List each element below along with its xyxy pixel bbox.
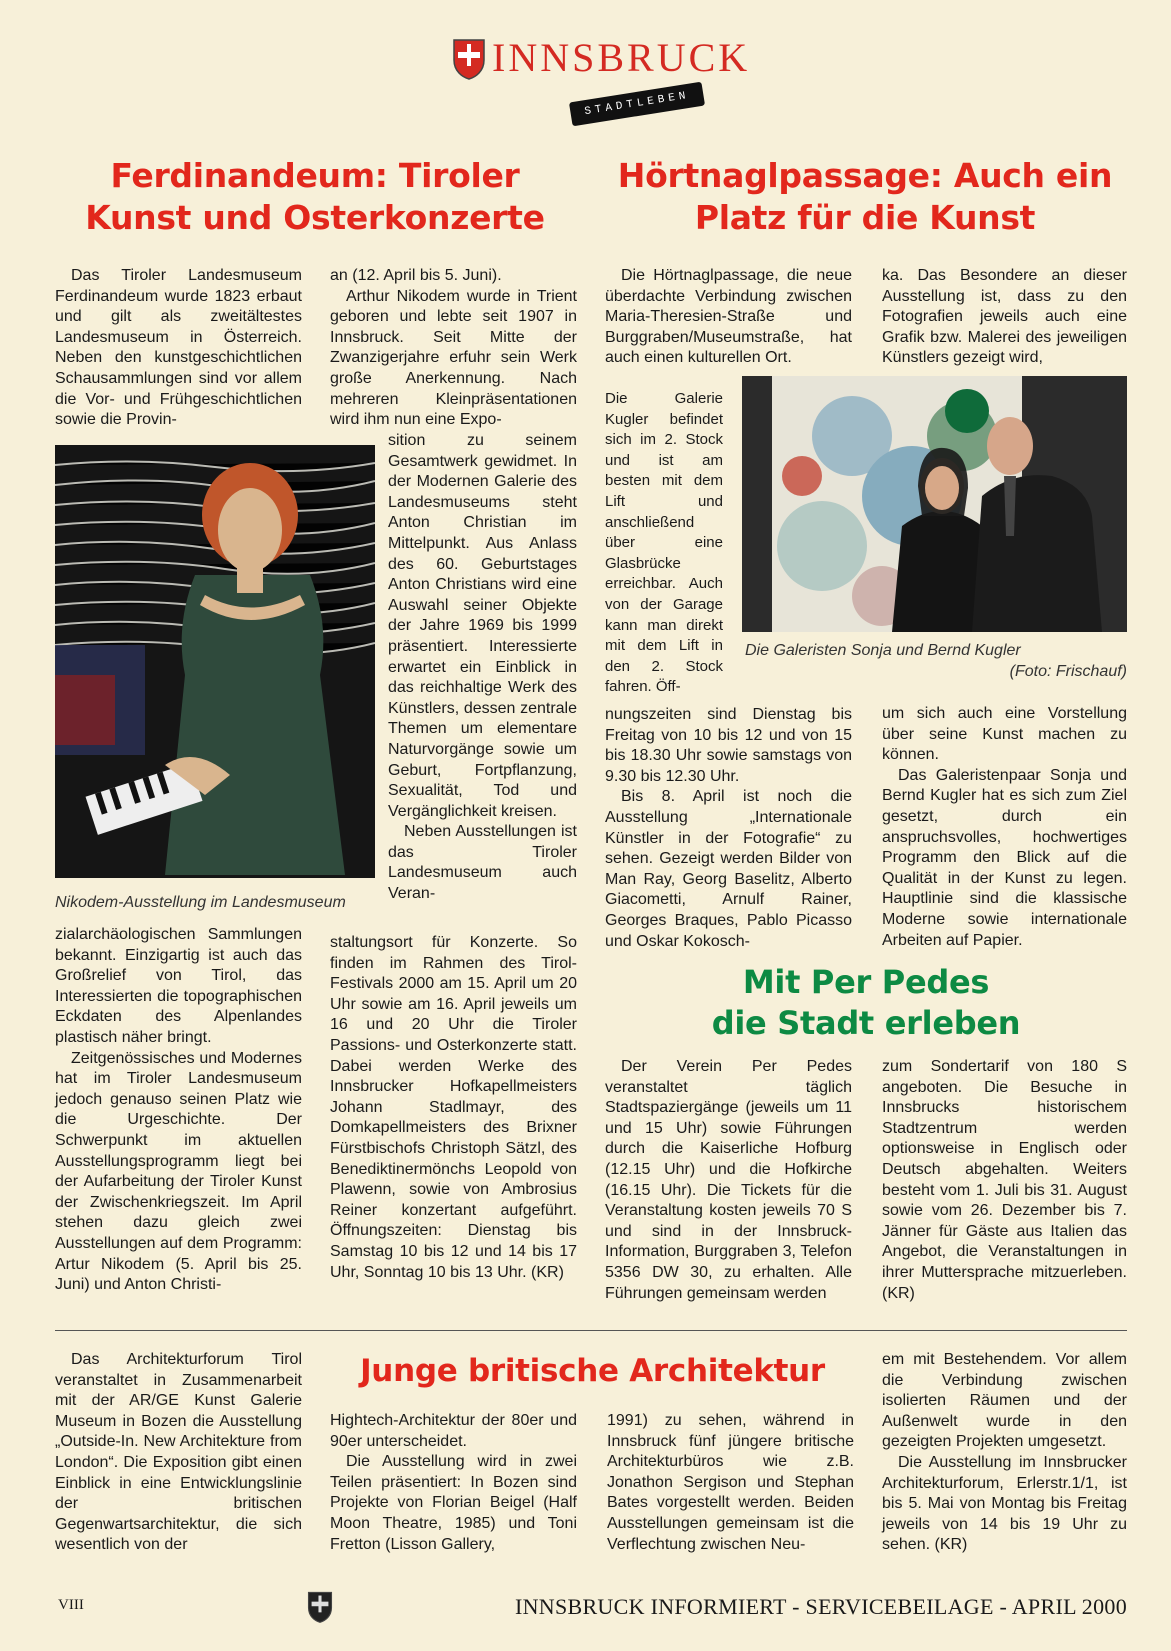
architektur-para5: em mit Bestehendem. Vor allem die Verbindung zwischen isolierten Räumen und der Außenwelt wurde in den gezeigten Projekten umgesetzt.: [882, 1351, 1127, 1451]
hoertnagl-headline-line2: Platz für die Kunst: [694, 198, 1036, 237]
hoertnagl-headline: [600, 155, 1130, 239]
ferdinandeum-col2-para1a: Arthur Nikodem wurde in Trient geboren und lebte seit 1907 in Innsbruck. Seit Mitte der Zwanzigerjahre erfuhr sein Werk große Anerkennung. Nach mehreren Kleinpräsentationen wird ihm nun eine Expo-: [330, 287, 577, 429]
kugler-photo-credit: (Foto: Frischauf): [1009, 663, 1127, 680]
architektur-para6: Die Ausstellung im Innsbrucker Architekturforum, Erlerstr.1/1, ist bis 5. Mai von Montag bis Freitag jeweils von 14 bis 19 Uhr zu sehen. (KR): [882, 1453, 1127, 1554]
ferdinandeum-col1-para2: Zeitgenössisches und Modernes hat im Tiroler Landesmuseum jedoch genauso seinen Platz wie die Urgeschichte. Der Schwerpunkt im aktuellen Ausstellungsprogramm liegt bei der Aufarbeitung der Tiroler Kunst der Zwischenkriegszeit. Im April stehen dazu gleich zwei Ausstellungen auf dem Programm: Artur Nikodem (5. April bis 25. Juni) und Anton Christi-: [55, 1049, 302, 1294]
hoertnagl-para2: Die Galerie Kugler befindet sich im 2. Stock und ist am besten mit dem Lift und anschließend über eine Glasbrücke erreichbar. Auch von der Garage kann man direkt mit dem Lift in den 2. Stock fahren. Öff-: [605, 390, 723, 696]
ferdinandeum-col1-top: [55, 266, 302, 431]
ferdinandeum-headline: [55, 155, 575, 239]
ferdinandeum-col2-top: [330, 266, 577, 431]
masthead-title: INNSBRUCK: [492, 35, 751, 80]
hoertnagl-para7: Das Galeristenpaar Sonja und Bernd Kugler hat es sich zum Ziel gesetzt, durch ein anspruchsvolles, hochwertiges Programm den Blick auf die Qualität in der Kunst zu legen. Hauptlinie sind die klassische Moderne sowie internationale Arbeiten auf Papier.: [882, 766, 1127, 949]
hoertnagl-col4-top: [882, 266, 1127, 369]
perpedes-headline-line1: Mit Per Pedes: [742, 963, 990, 1001]
architektur-para1: Das Architekturforum Tirol veranstaltet in Zusammenarbeit mit der AR/GE Kunst Galerie Museum in Bozen die Ausstellung „Outside-In. New Architekture from London“. Die Exposition gibt einen Einblick in eine Entwicklungslinie der britischen Gegenwartsarchitektur, die sich wesentlich von der: [55, 1351, 302, 1554]
hoertnagl-para5: ka. Das Besondere an dieser Ausstellung ist, dass zu den Fotografien jeweils auch eine Grafik bzw. Malerei des jeweiligen Künstlers gezeigt wird,: [882, 267, 1127, 367]
hoertnagl-para4: Bis 8. April ist noch die Ausstellung „Internationale Künstler in der Fotografie“ zu sehen. Gezeigt werden Bilder von Man Ray, Georg Baselitz, Alberto Giacometti, Arnulf Rainer, Georges Braques, Pablo Picasso und Oskar Kokosch-: [605, 788, 852, 950]
hoertnagl-col3-narrow: [605, 389, 723, 698]
page-number: VIII: [58, 1597, 84, 1613]
masthead: [452, 34, 772, 124]
hoertnagl-col4-bottom: [882, 704, 1127, 951]
nikodem-caption: Nikodem-Ausstellung im Landesmuseum: [55, 894, 346, 911]
kugler-photo-image: [742, 376, 1127, 632]
architektur-headline: Junge britische Architektur: [360, 1353, 825, 1389]
ferdinandeum-col2-para0: an (12. April bis 5. Juni).: [330, 267, 502, 284]
masthead-tagline: STADTLEBEN: [569, 82, 705, 127]
perpedes-headline-line2: die Stadt erleben: [711, 1004, 1021, 1042]
nikodem-painting-image: [55, 445, 375, 878]
hoertnagl-para3: nungszeiten sind Dienstag bis Freitag von 10 bis 12 und von 15 bis 18.30 Uhr sowie samstags von 9.30 bis 12.30 Uhr.: [605, 706, 852, 785]
perpedes-para1: Der Verein Per Pedes veranstaltet täglich Stadtspaziergänge (jeweils um 11 und 15 Uhr) sowie Führungen durch die Kaiserliche Hofburg (12.15 Uhr) und die Hofkirche (16.15 Uhr). Die Tickets für die Veranstaltung kosten jeweils 70 S und sind in der Innsbruck-Information, Burggraben 3, Telefon 5356 DW 30, zu erhalten. Alle Führungen gemeinsam werden: [605, 1058, 852, 1302]
ferdinandeum-headline-line1: Ferdinandeum: Tiroler: [110, 156, 520, 195]
kugler-caption: Die Galeristen Sonja und Bernd Kugler: [745, 642, 1021, 659]
ferdinandeum-col1-para1: zialarchäologischen Sammlungen bekannt. Einzigartig ist auch das Großrelief von Tirol, das Interessierten die topographischen Eckdaten des Alpenlandes plastisch näher bringt.: [55, 926, 302, 1046]
ferdinandeum-col1-bottom: [55, 925, 302, 1296]
ferdinandeum-col2-para1b: sition zu seinem Gesamtwerk gewidmet. In der Modernen Galerie des Landesmuseums steht Anton Christian im Mittelpunkt. Aus Anlass des 60. Geburtstages Anton Christians wird eine Auswahl seiner Objekte der Jahre 1969 bis 1999 präsentiert. Interessierte erwartet ein Einblick in das reichhaltige Werk des Künstlers, dessen zentrale Themen um elementare Naturvorgänge sowie um Geburt, Fortpflanzung, Sexualität, Tod und Vergänglichkeit kreisen.: [388, 432, 577, 820]
perpedes-headline: [605, 962, 1127, 1044]
ferdinandeum-col2-middle: [388, 431, 577, 905]
architektur-col2: [330, 1411, 577, 1555]
ferdinandeum-headline-line2: Kunst und Osterkonzerte: [85, 198, 545, 237]
architektur-col1: [55, 1350, 302, 1556]
hoertnagl-headline-line1: Hörtnaglpassage: Auch ein: [617, 156, 1113, 195]
hoertnagl-col3-bottom: [605, 705, 852, 952]
innsbruck-crest-small-icon: [307, 1590, 333, 1624]
architektur-para3: Die Ausstellung wird in zwei Teilen präsentiert: In Bozen sind Projekte von Florian Beigel (Half Moon Theatre, 1985) und Toni Fretton (Lisson Gallery,: [330, 1453, 577, 1553]
hoertnagl-para6: um sich auch eine Vorstellung über seine Kunst machen zu können.: [882, 705, 1127, 764]
section-divider: [55, 1330, 1127, 1331]
perpedes-col4: [882, 1057, 1127, 1304]
innsbruck-crest-icon: [452, 38, 486, 80]
ferdinandeum-col2-para2a: Neben Ausstellungen ist das Tiroler Landesmuseum auch Veran-: [388, 823, 577, 903]
architektur-para2: Hightech-Architektur der 80er und 90er unterscheidet.: [330, 1412, 577, 1450]
hoertnagl-col3-top: [605, 266, 852, 369]
publication-footer: INNSBRUCK INFORMIERT - SERVICEBEILAGE - APRIL 2000: [514, 1594, 1127, 1619]
ferdinandeum-col2-bottom: [330, 933, 577, 1283]
perpedes-col3: [605, 1057, 852, 1304]
ferdinandeum-intro: Das Tiroler Landesmuseum Ferdinandeum wurde 1823 erbaut und gilt als zweitältestes Landesmuseum in Österreich. Neben den kunstgeschichtlichen Schausammlungen sind vor allem die Vor- und Frühgeschichtlichen sowie die Provin-: [55, 267, 302, 429]
ferdinandeum-col2-para2b: staltungsort für Konzerte. So finden im Rahmen des Tirol-Festivals 2000 am 15. April um 20 Uhr sowie am 16. April jeweils um 16 und 20 Uhr die Tiroler Passions- und Osterkonzerte statt. Dabei werden Werke des Innsbrucker Hofkapellmeisters Johann Stadlmayr, des Domkapellmeisters des Brixner Fürstbischofs Christoph Sätzl, des Benediktinermönchs Leopold von Plawenn, sowie von Ambrosius Reiner konzertant aufgeführt. Öffnungszeiten: Dienstag bis Samstag 10 bis 12 und 14 bis 17 Uhr, Sonntag 10 bis 13 Uhr. (KR): [330, 934, 577, 1281]
architektur-col4: [882, 1350, 1127, 1556]
architektur-para4: 1991) zu sehen, während in Innsbruck fünf jüngere britische Architekturbüros wie z.B. Jonathon Sergison und Stephan Bates vorgestellt werden. Beiden Ausstellungen gemeinsam ist die Verflechtung zwischen Neu-: [607, 1412, 854, 1553]
hoertnagl-para1: Die Hörtnaglpassage, die neue überdachte Verbindung zwischen Maria-Theresien-Straße und Burggraben/Museumstraße, hat auch einen kulturellen Ort.: [605, 267, 852, 367]
architektur-col3: [607, 1411, 854, 1555]
perpedes-para2: zum Sondertarif von 180 S angeboten. Die Besuche in Innsbrucks historischem Stadtzentrum werden optionsweise in Englisch oder Deutsch abgehalten. Weiters besteht vom 1. Juli bis 31. August sowie vom 26. Dezember bis 7. Jänner für Gäste aus Italien das Angebot, die Veranstaltungen in ihrer Muttersprache mitzuerleben. (KR): [882, 1058, 1127, 1302]
